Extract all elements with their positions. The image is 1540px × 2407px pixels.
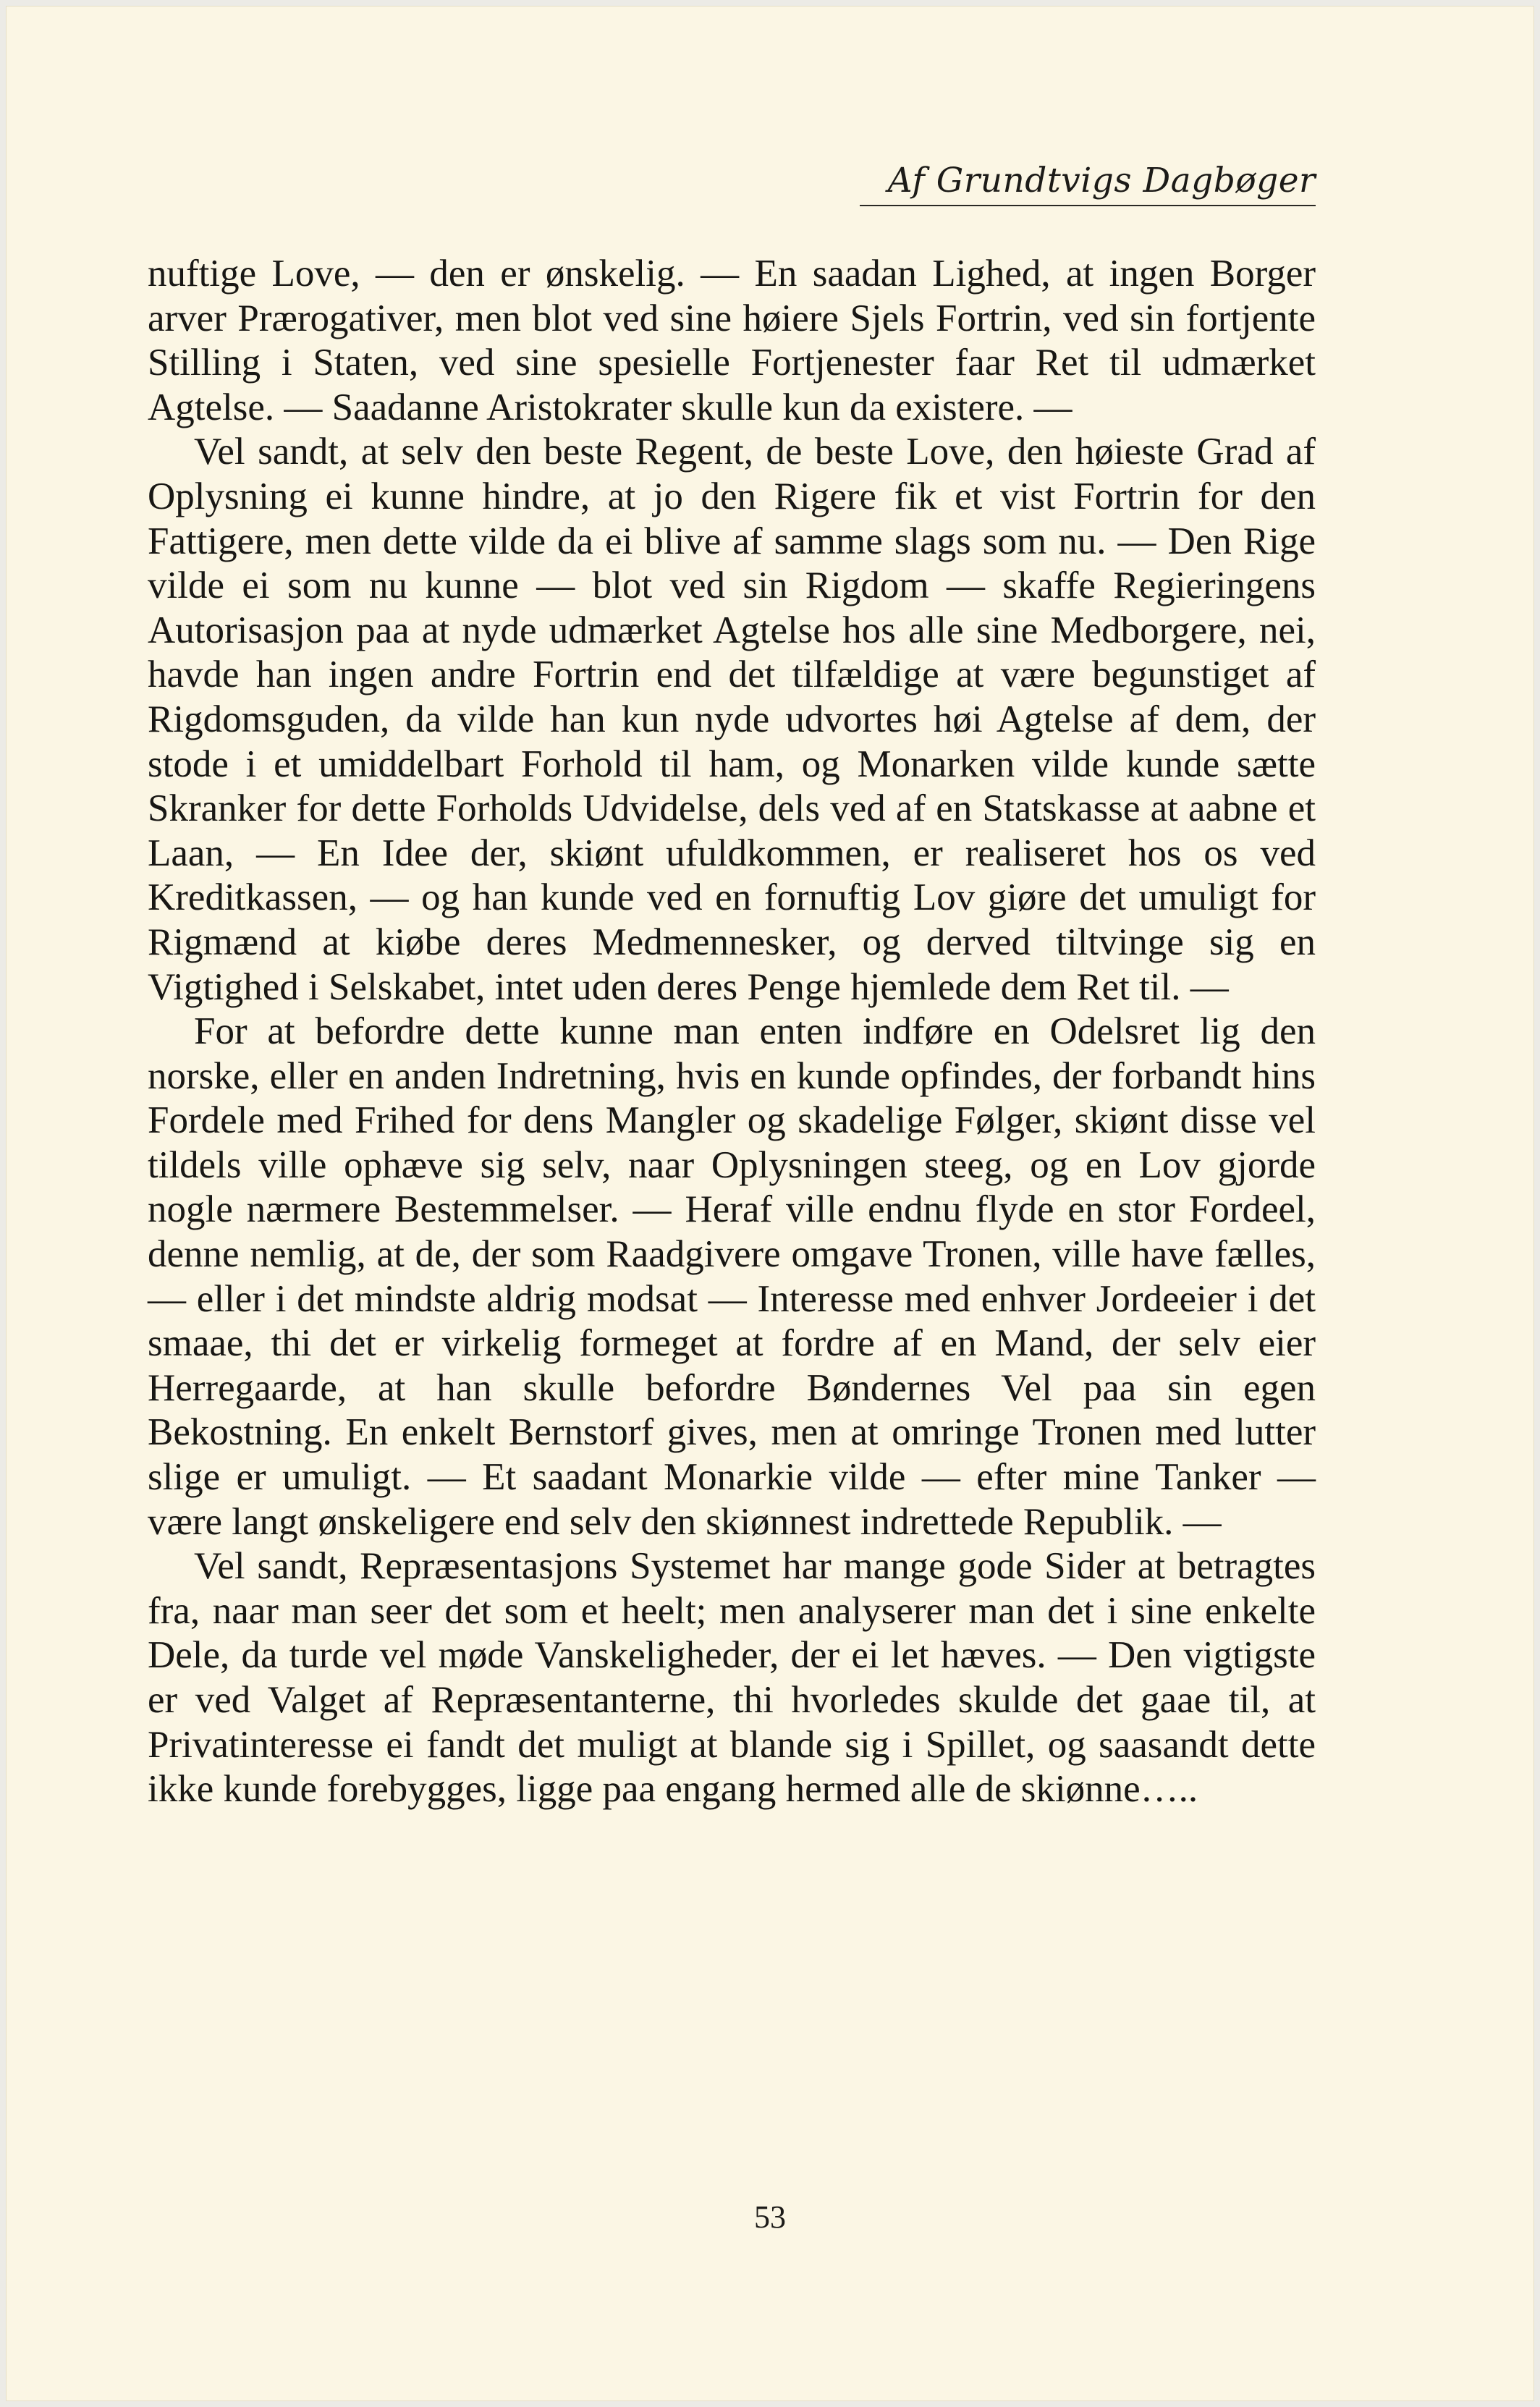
body-text <box>148 252 1316 1812</box>
page-number: 53 <box>754 2199 786 2235</box>
paragraph-3: For at befordre dette kunne man enten indføre en Odelsret lig den norske, eller en anden Indretning, hvis en kunde opfindes, der forbandt hins Fordele med Frihed for dens Mangler og skadelige Følger, skiønt disse vel tildels ville ophæve sig selv, naar Oplysningen steeg, og en Lov gjorde nogle nærmere Bestemmelser. — Heraf ville endnu flyde en stor Fordeel, denne nemlig, at de, der som Raadgivere omgave Tronen, ville have fælles, — eller i det mindste aldrig modsat — Interesse med enhver Jordeeier i det smaae, thi det er virkelig formeget at fordre af en Mand, der selv eier Herregaarde, at han skulle befordre Bøndernes Vel paa sin egen Bekostning. En enkelt Bernstorf gives, men at omringe Tronen med lutter slige er umuligt. — Et saadant Monarkie vilde — efter mine Tanker — være langt ønskeligere end selv den skiønnest indrettede Republik. — <box>148 1010 1316 1543</box>
running-head: Af Grundtvigs Dagbøger <box>860 164 1316 206</box>
paragraph-4: Vel sandt, Repræsentasjons Systemet har mange gode Sider at betragtes fra, naar man seer det som et heelt; men analyserer man det i sine enkelte Dele, da turde vel møde Vanskeligheder, der ei let hæves. — Den vigtigste er ved Valget af Repræsentanterne, thi hvorledes skulde det gaae til, at Privatinteresse ei fandt det muligt at blande sig i Spillet, og saasandt dette ikke kunde forebygges, ligge paa engang hermed alle de skiønne….. <box>148 1545 1316 1811</box>
paragraph-1: nuftige Love, — den er ønskelig. — En saadan Lighed, at ingen Borger arver Prærogativer, men blot ved sine høiere Sjels Fortrin, ved sin fortjente Stilling i Staten, ved sine spesielle Fortjenester faar Ret til udmærket Agtelse. — Saadanne Aristokrater skulle kun da existere. — <box>148 253 1316 428</box>
paragraph-2: Vel sandt, at selv den beste Regent, de beste Love, den høieste Grad af Oplysning ei kunne hindre, at jo den Rigere fik et vist Fortrin for den Fattigere, men dette vilde da ei blive af samme slags som nu. — Den Rige vilde ei som nu kunne — blot ved sin Rigdom — skaffe Regieringens Autorisasjon paa at nyde udmærket Agtelse hos alle sine Medborgere, nei, havde han ingen andre Fortrin end det tilfældige at være begunstiget af Rigdomsguden, da vilde han kun nyde udvortes høi Agtelse af dem, der stode i et umiddelbart Forhold til ham, og Monarken vilde kunde sætte Skranker for dette Forholds Udvidelse, dels ved af en Statskasse at aabne et Laan, — En Idee der, skiønt ufuldkommen, er realiseret hos os ved Kreditkassen, — og han kunde ved en fornuftig Lov giøre det umuligt for Rigmænd at kiøbe deres Medmennesker, og derved tiltvinge sig en Vigtighed i Selskabet, intet uden deres Penge hjemlede dem Ret til. — <box>148 431 1316 1008</box>
book-page <box>6 6 1534 2401</box>
